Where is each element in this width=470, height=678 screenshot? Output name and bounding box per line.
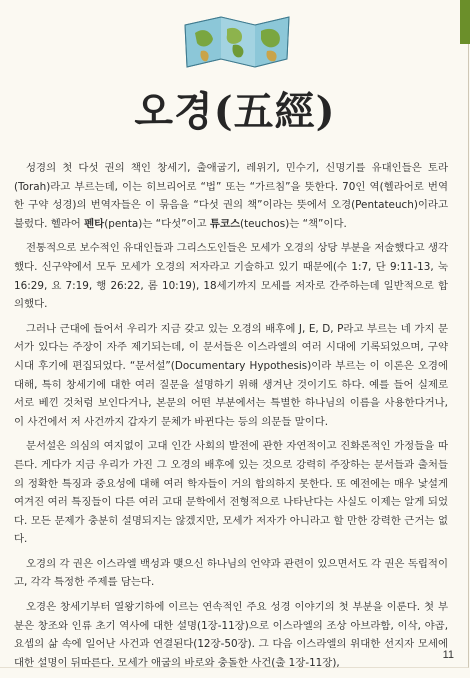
paragraph bbox=[14, 239, 448, 313]
paragraph bbox=[14, 437, 448, 549]
paragraph bbox=[14, 598, 448, 672]
text-run: 그러나 근대에 들어서 우리가 지금 갖고 있는 오경의 배후에 J, E, D, P라고 부르는 네 가지 문서가 있다는 주장이 자주 제기되는데, 이 문서들은 이스라엘의 여러 시대에 기록되었으며, 구약 시대 후기에 편집되었다. “문서설”(Documentary Hypothesis)이라 부르는 이 이론은 오경에 대해, 특히 창세기에 대한 여러 질문을 설명하기 위해 생겨난 것이기도 하다. 예를 들어 실제로 서로 베낀 것처럼 보인다거나, 본문의 어떤 부분에서는 특별한 하나님의 이름을 사용한다거나, 이 사건에서 저 사건까지 갑자기 문체가 바뀐다는 등의 의문들 말이다. bbox=[14, 322, 448, 428]
page-number: 11 bbox=[442, 649, 454, 661]
map-icon bbox=[181, 13, 293, 71]
text-run: (penta)는 “다섯”이고 bbox=[104, 217, 210, 230]
paragraph bbox=[14, 320, 448, 432]
bold-term: 튜코스 bbox=[209, 217, 241, 230]
text-run: (teuchos)는 “책”이다. bbox=[240, 217, 347, 230]
chapter-tab bbox=[460, 0, 470, 44]
bold-term: 펜타 bbox=[84, 217, 105, 230]
body-text bbox=[14, 159, 448, 678]
paragraph bbox=[14, 159, 448, 233]
text-run: 성경의 첫 다섯 권의 책인 창세기, 출애굽기, 레위기, 민수기, 신명기를 유대인들은 토라(Torah)라고 부르는데, 이는 히브리어로 “법” 또는 “가르침”을 뜻한다. 70인 역(헬라어로 번역한 구약 성경)의 번역자들은 이 묶음을 “다섯 권의 책”이라는 뜻에서 오경(Pentateuch)이라고 불렀다. 헬라어 bbox=[14, 162, 448, 230]
text-run: 오경의 각 권은 이스라엘 백성과 맺으신 하나님의 언약과 관련이 있으면서도 각 권은 독립적이고, 각각 특정한 주제를 담는다. bbox=[14, 557, 448, 589]
text-run: 전통적으로 보수적인 유대인들과 그리스도인들은 모세가 오경의 상당 부분을 저술했다고 생각했다. 신구약에서 모두 모세가 오경의 저자라고 기술하고 있기 때문에(수 1:7, 단 9:11-13, 눅 16:29, 요 7:19, 행 26:22, 롬 10:19), 18세기까지 모세를 저자로 간주하는데 일반적으로 합의했다. bbox=[14, 242, 448, 311]
text-run: 문서설은 의심의 여지없이 고대 인간 사회의 발전에 관한 자연적이고 진화론적인 가정들을 따른다. 게다가 지금 우리가 가진 그 오경의 배후에 있는 것으로 강력히 주장하는 문서들과 출처들의 정확한 특징과 중요성에 대해 여러 학자들이 거의 합의하지 못한다. 또 예전에는 매우 낯설게 여겨진 여러 특징들이 다른 여러 고대 문학에서 전형적으로 나타난다는 사실도 이제는 알게 되었다. 모든 문제가 충분히 설명되지는 않겠지만, 모세가 저자가 아니라고 할 만한 강력한 근거는 없다. bbox=[14, 440, 448, 546]
text-run: 오경은 창세기부터 열왕기하에 이르는 연속적인 주요 성경 이야기의 첫 부분을 이룬다. 첫 부분은 창조와 인류 초기 역사에 대한 설명(1장-11장)으로 이스라엘의 조상 아브라함, 이삭, 야곱, 요셉의 삶 속에 일어난 사건과 연결된다(12장-50장). 그 다음 이스라엘의 위대한 선지자 모세에 대한 설명이 뒤따른다. 모세가 애굽의 바로와 충돌한 사건(출 1장-11장), bbox=[14, 601, 448, 669]
paragraph bbox=[14, 555, 448, 592]
page-title: 오경(五經) bbox=[134, 88, 336, 135]
